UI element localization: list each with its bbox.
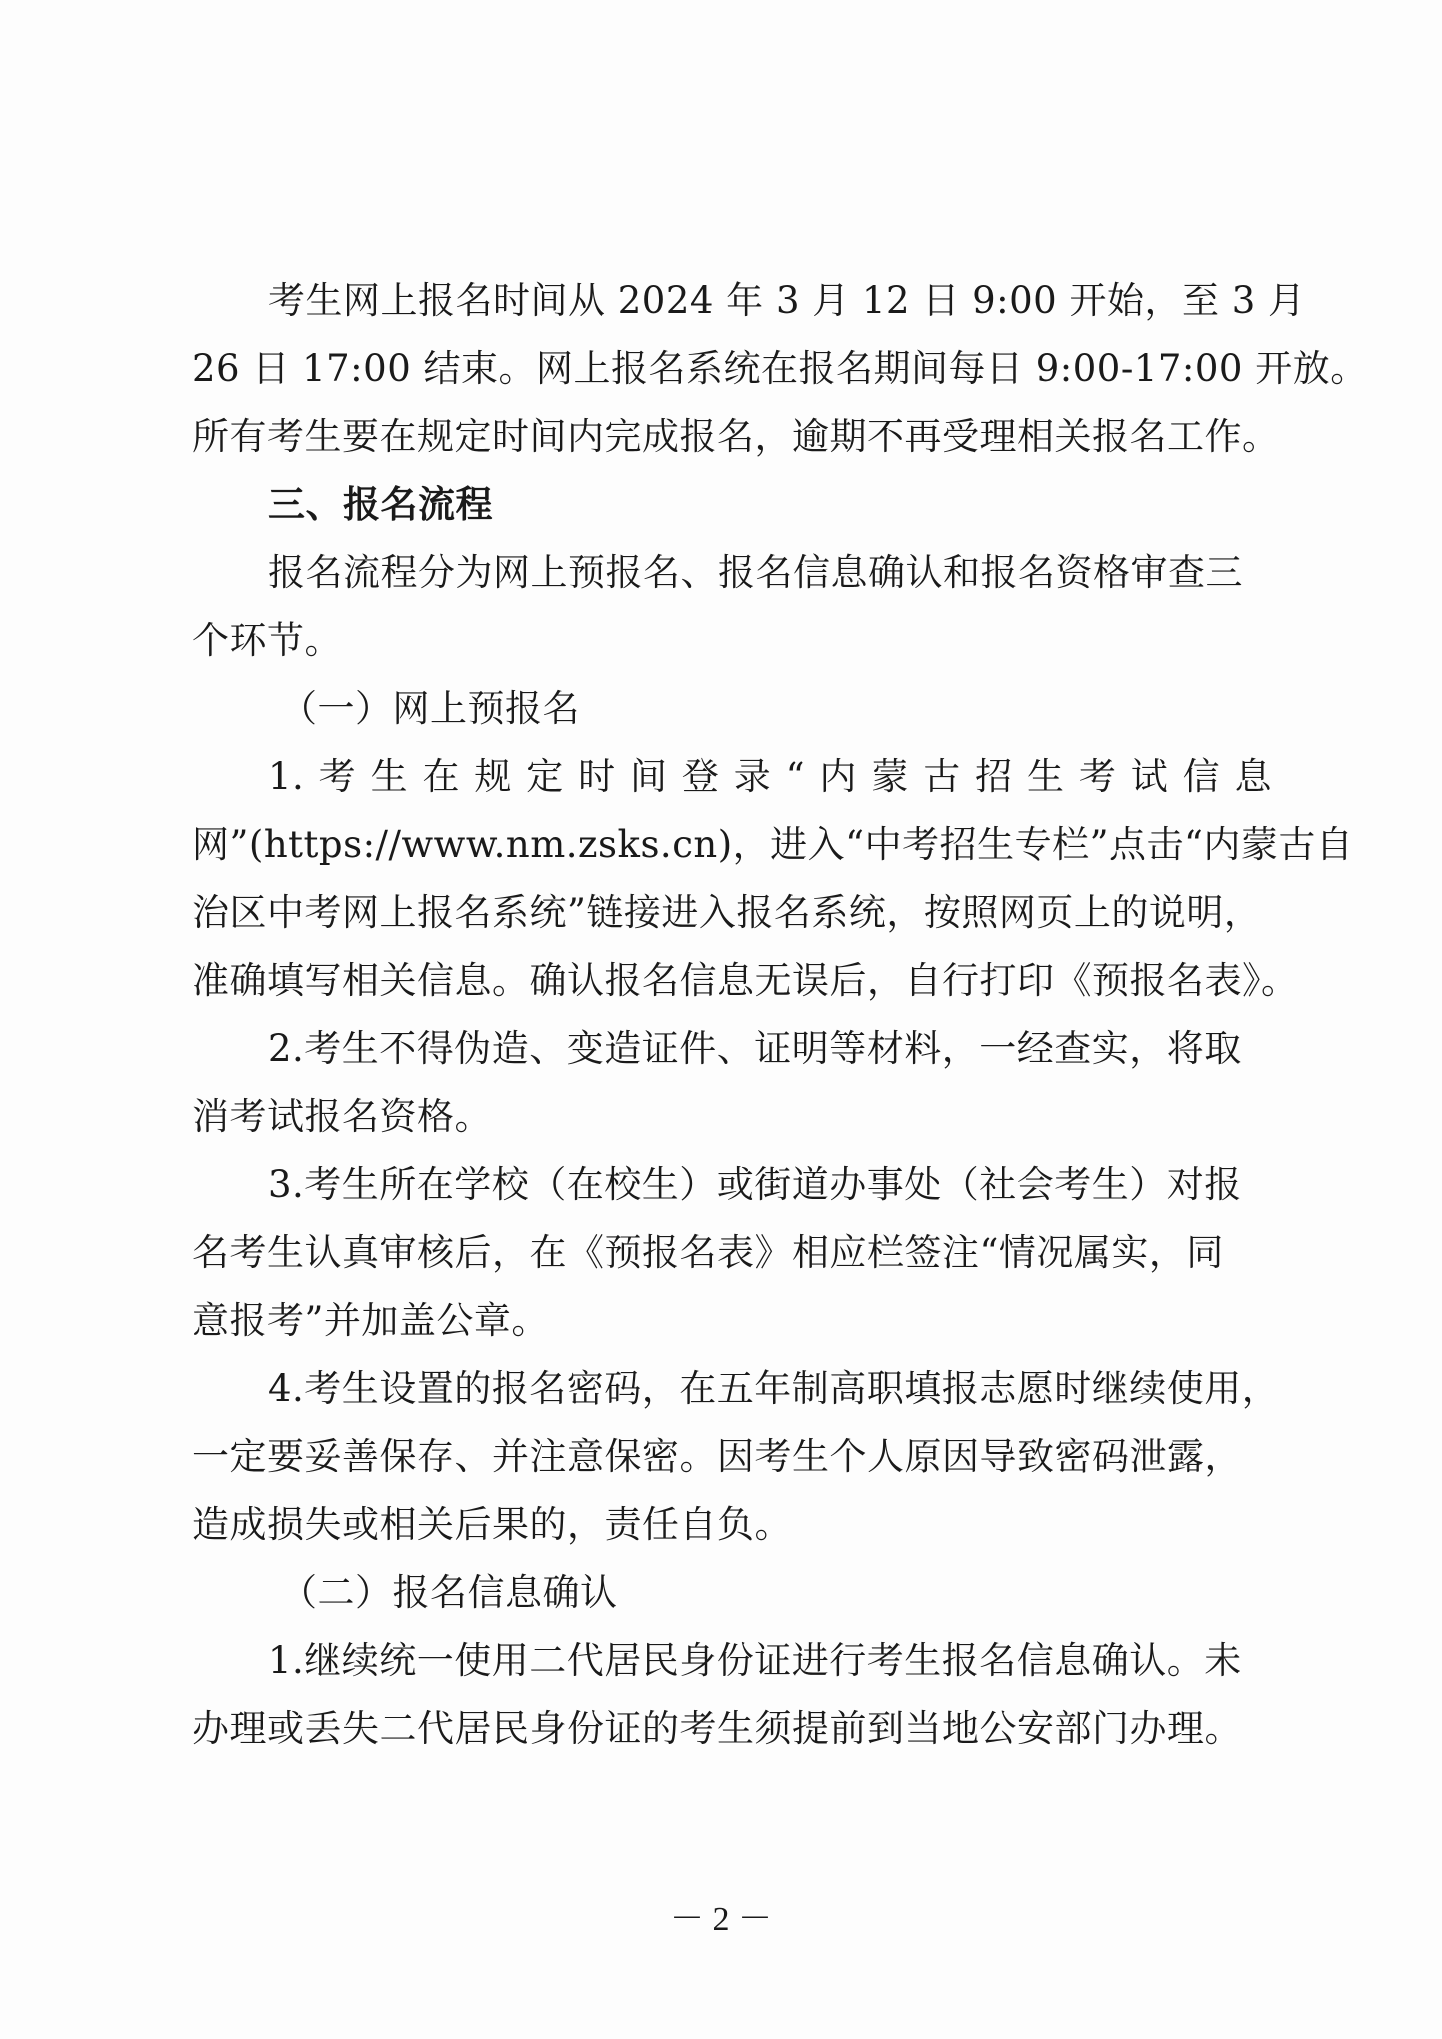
paragraph-line: 考生网上报名时间从 2024 年 3 月 12 日 9:00 开始，至 3 月: [268, 279, 1306, 322]
paragraph-line: 1.考生在规定时间登录“内蒙古招生考试信息: [268, 755, 1272, 798]
paragraph-line: 1.继续统一使用二代居民身份证进行考生报名信息确认。未: [268, 1639, 1242, 1682]
subsection-heading: （一）网上预报名: [280, 687, 580, 730]
paragraph-line: 3.考生所在学校（在校生）或街道办事处（社会考生）对报: [268, 1163, 1242, 1206]
paragraph-line: 名考生认真审核后，在《预报名表》相应栏签注“情况属实，同: [192, 1231, 1224, 1274]
paragraph-line: 26 日 17:00 结束。网上报名系统在报名期间每日 9:00-17:00 开放。: [192, 347, 1368, 390]
paragraph-line: 2.考生不得伪造、变造证件、证明等材料，一经查实，将取: [268, 1027, 1242, 1070]
paragraph-line: 治区中考网上报名系统”链接进入报名系统，按照网页上的说明，: [192, 891, 1262, 934]
paragraph-line: 报名流程分为网上预报名、报名信息确认和报名资格审查三: [268, 551, 1243, 594]
paragraph-line: 造成损失或相关后果的，责任自负。: [192, 1503, 792, 1546]
paragraph-line: 消考试报名资格。: [192, 1095, 492, 1138]
paragraph-line: 网”(https://www.nm.zsks.cn)，进入“中考招生专栏”点击“内蒙古自: [192, 823, 1354, 866]
paragraph-line: 所有考生要在规定时间内完成报名，逾期不再受理相关报名工作。: [192, 415, 1280, 458]
paragraph-line: 准确填写相关信息。确认报名信息无误后，自行打印《预报名表》。: [192, 959, 1299, 1002]
paragraph-line: 办理或丢失二代居民身份证的考生须提前到当地公安部门办理。: [192, 1707, 1242, 1750]
paragraph-line: 一定要妥善保存、并注意保密。因考生个人原因导致密码泄露，: [192, 1435, 1242, 1478]
paragraph-line: 意报考”并加盖公章。: [192, 1299, 549, 1342]
paragraph-line: 4.考生设置的报名密码，在五年制高职填报志愿时继续使用，: [268, 1367, 1280, 1410]
paragraph-line: 个环节。: [192, 619, 342, 662]
section-heading: 三、报名流程: [268, 483, 493, 526]
page-number: － 2 －: [670, 1901, 772, 1938]
subsection-heading: （二）报名信息确认: [280, 1571, 618, 1614]
